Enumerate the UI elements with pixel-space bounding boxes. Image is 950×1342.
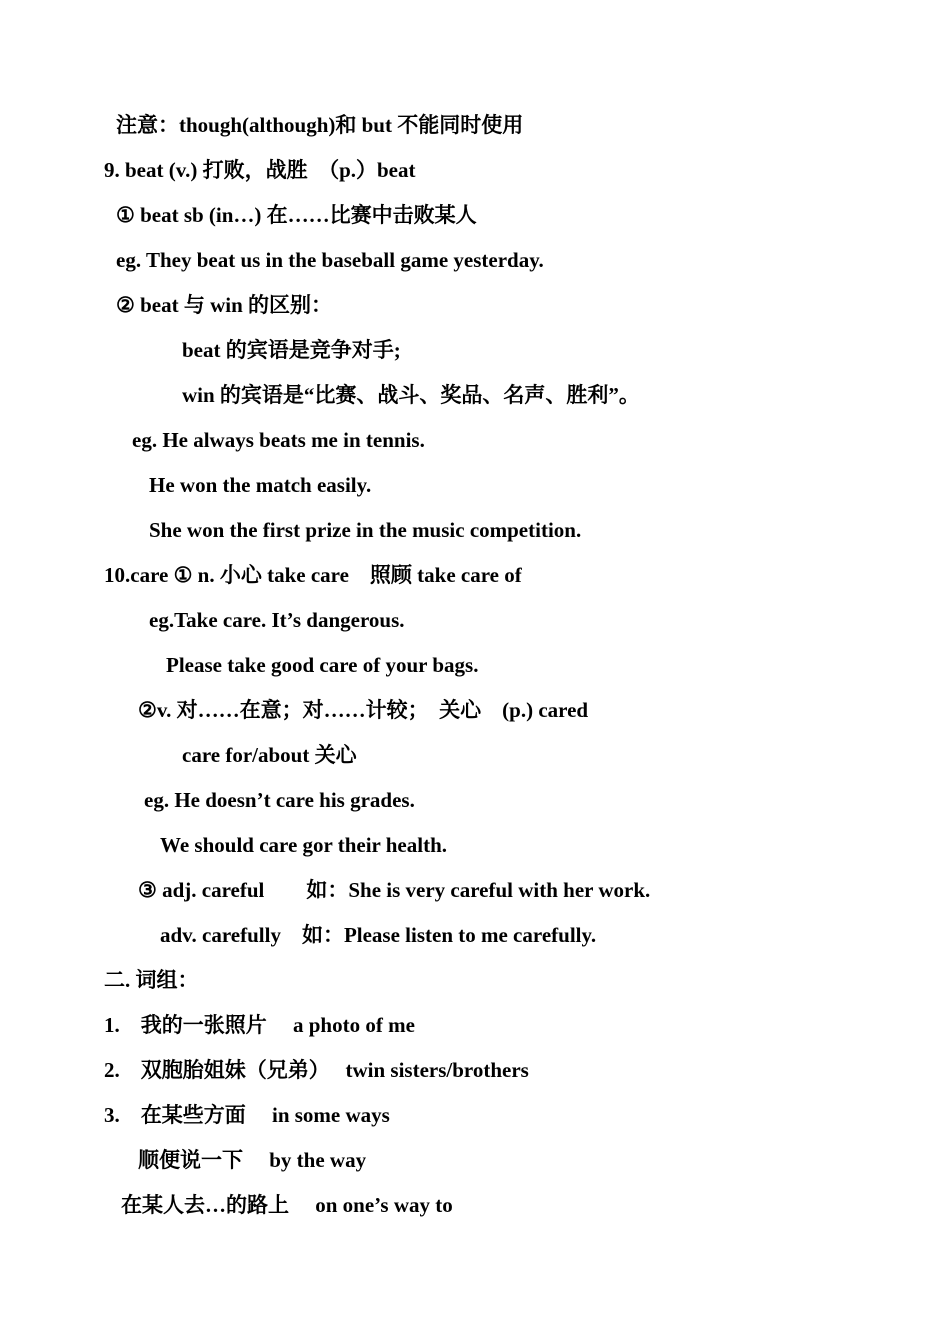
phrase-3: 3. 在某些方面 in some ways <box>104 1103 390 1127</box>
beat-example: eg. They beat us in the baseball game yesterday. <box>116 248 544 272</box>
careful-adj: ③ adj. careful 如：She is very careful with her work. <box>138 878 651 902</box>
phrase-2: 2. 双胞胎姐妹（兄弟） twin sisters/brothers <box>104 1058 529 1082</box>
phrase-1: 1. 我的一张照片 a photo of me <box>104 1013 415 1037</box>
care-example-1: eg.Take care. It’s dangerous. <box>149 608 405 632</box>
item-9-beat-heading: 9. beat (v.) 打败，战胜 （p.）beat <box>104 158 416 182</box>
win-object-note: win 的宾语是“比赛、战斗、奖品、名声、胜利”。 <box>182 383 640 407</box>
beat-win-example-2: He won the match easily. <box>149 473 372 497</box>
beat-win-example-3: She won the first prize in the music competition. <box>149 518 582 542</box>
care-verb-meaning: ②v. 对……在意；对……计较； 关心 (p.) cared <box>138 698 589 722</box>
care-verb-example-2: We should care gor their health. <box>160 833 448 857</box>
carefully-adv: adv. carefully 如：Please listen to me carefully. <box>160 923 597 947</box>
beat-object-note: beat 的宾语是竞争对手; <box>182 338 401 362</box>
section-phrases-heading: 二. 词组： <box>104 968 199 992</box>
beat-win-example-1: eg. He always beats me in tennis. <box>132 428 425 452</box>
item-10-care-heading: 10.care ① n. 小心 take care 照顾 take care of <box>104 563 522 587</box>
beat-usage-1: ① beat sb (in…) 在……比赛中击败某人 <box>116 203 477 227</box>
phrase-on-ones-way: 在某人去…的路上 on one’s way to <box>121 1193 453 1217</box>
care-verb-example-1: eg. He doesn’t care his grades. <box>144 788 415 812</box>
beat-win-difference: ② beat 与 win 的区别： <box>116 293 332 317</box>
phrase-by-the-way: 顺便说一下 by the way <box>138 1148 367 1172</box>
note-though-but: 注意：though(although)和 but 不能同时使用 <box>116 113 524 137</box>
care-for-about: care for/about 关心 <box>182 743 357 767</box>
care-example-2: Please take good care of your bags. <box>166 653 479 677</box>
